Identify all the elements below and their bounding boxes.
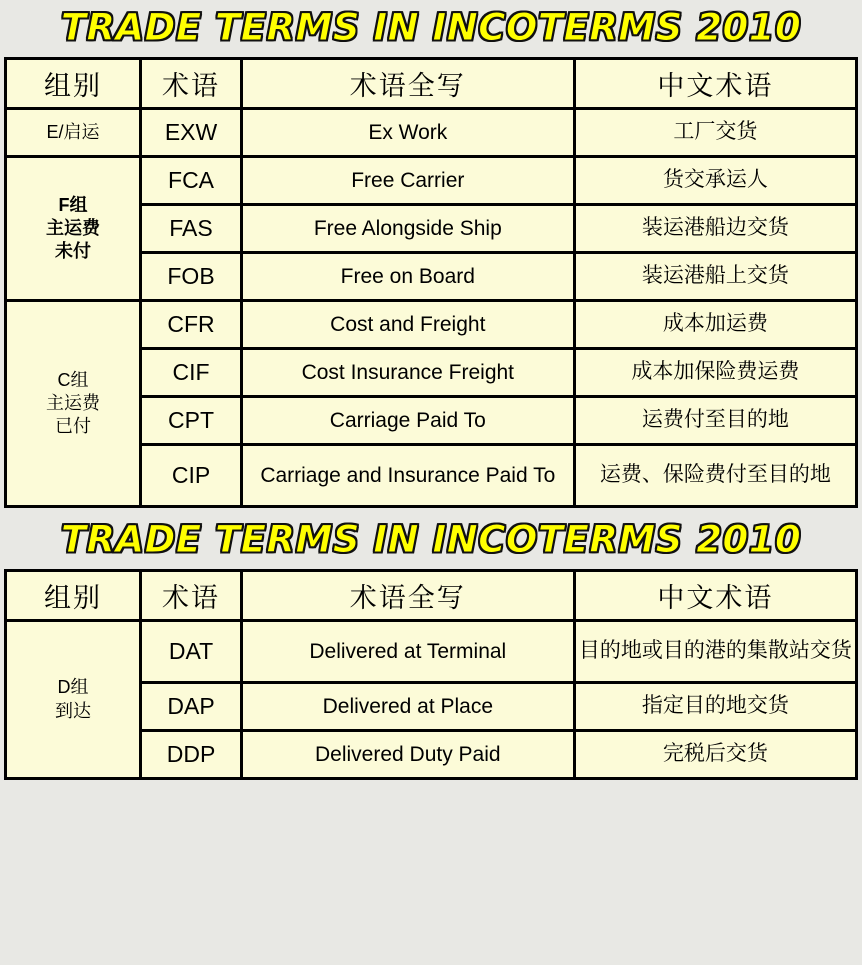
banner-title-2: TRADE TERMS IN INCOTERMS 2010 [60,518,802,561]
term-code: DAT [141,621,242,683]
term-code: CIP [141,445,242,507]
table-header-2 [6,571,857,621]
term-code: DAP [141,683,242,731]
term-full: Carriage Paid To [241,397,574,445]
incoterms-table-1 [4,57,858,508]
term-chinese: 成本加保险费运费 [574,349,856,397]
term-code: EXW [141,109,242,157]
term-chinese: 指定目的地交货 [574,683,856,731]
group-label-e: E/启运 [6,109,141,157]
term-chinese: 货交承运人 [574,157,856,205]
table-row [6,621,857,683]
term-full: Free Carrier [241,157,574,205]
term-chinese: 装运港船边交货 [574,205,856,253]
term-chinese: 目的地或目的港的集散站交货 [574,621,856,683]
header-group: 组别 [6,571,141,621]
term-chinese: 运费付至目的地 [574,397,856,445]
term-chinese: 成本加运费 [574,301,856,349]
banner-section-2 [0,512,862,569]
table-row [6,109,857,157]
table-row [6,157,857,205]
term-full: Delivered at Terminal [241,621,574,683]
term-full: Delivered Duty Paid [241,731,574,779]
banner-title-1: TRADE TERMS IN INCOTERMS 2010 [60,6,802,49]
term-full: Cost and Freight [241,301,574,349]
banner-section-1 [0,0,862,57]
term-full: Ex Work [241,109,574,157]
table-body-1 [6,109,857,507]
term-chinese: 装运港船上交货 [574,253,856,301]
term-code: FOB [141,253,242,301]
term-code: CFR [141,301,242,349]
term-code: FCA [141,157,242,205]
table-header-1 [6,59,857,109]
term-full: Delivered at Place [241,683,574,731]
group-label-d: D组 到达 [6,621,141,779]
term-chinese: 工厂交货 [574,109,856,157]
group-label-c: C组 主运费 已付 [6,301,141,507]
term-chinese: 完税后交货 [574,731,856,779]
term-full: Carriage and Insurance Paid To [241,445,574,507]
term-code: CPT [141,397,242,445]
term-full: Cost Insurance Freight [241,349,574,397]
term-full: Free Alongside Ship [241,205,574,253]
header-group: 组别 [6,59,141,109]
group-label-f: F组 主运费 未付 [6,157,141,301]
table-body-2 [6,621,857,779]
header-term: 术语 [141,571,242,621]
header-full: 术语全写 [241,59,574,109]
term-code: CIF [141,349,242,397]
header-chinese: 中文术语 [574,571,856,621]
term-code: DDP [141,731,242,779]
header-term: 术语 [141,59,242,109]
incoterms-table-2 [4,569,858,780]
term-chinese: 运费、保险费付至目的地 [574,445,856,507]
header-chinese: 中文术语 [574,59,856,109]
header-full: 术语全写 [241,571,574,621]
table-header-row [6,571,857,621]
term-full: Free on Board [241,253,574,301]
table-header-row [6,59,857,109]
table-row [6,301,857,349]
term-code: FAS [141,205,242,253]
